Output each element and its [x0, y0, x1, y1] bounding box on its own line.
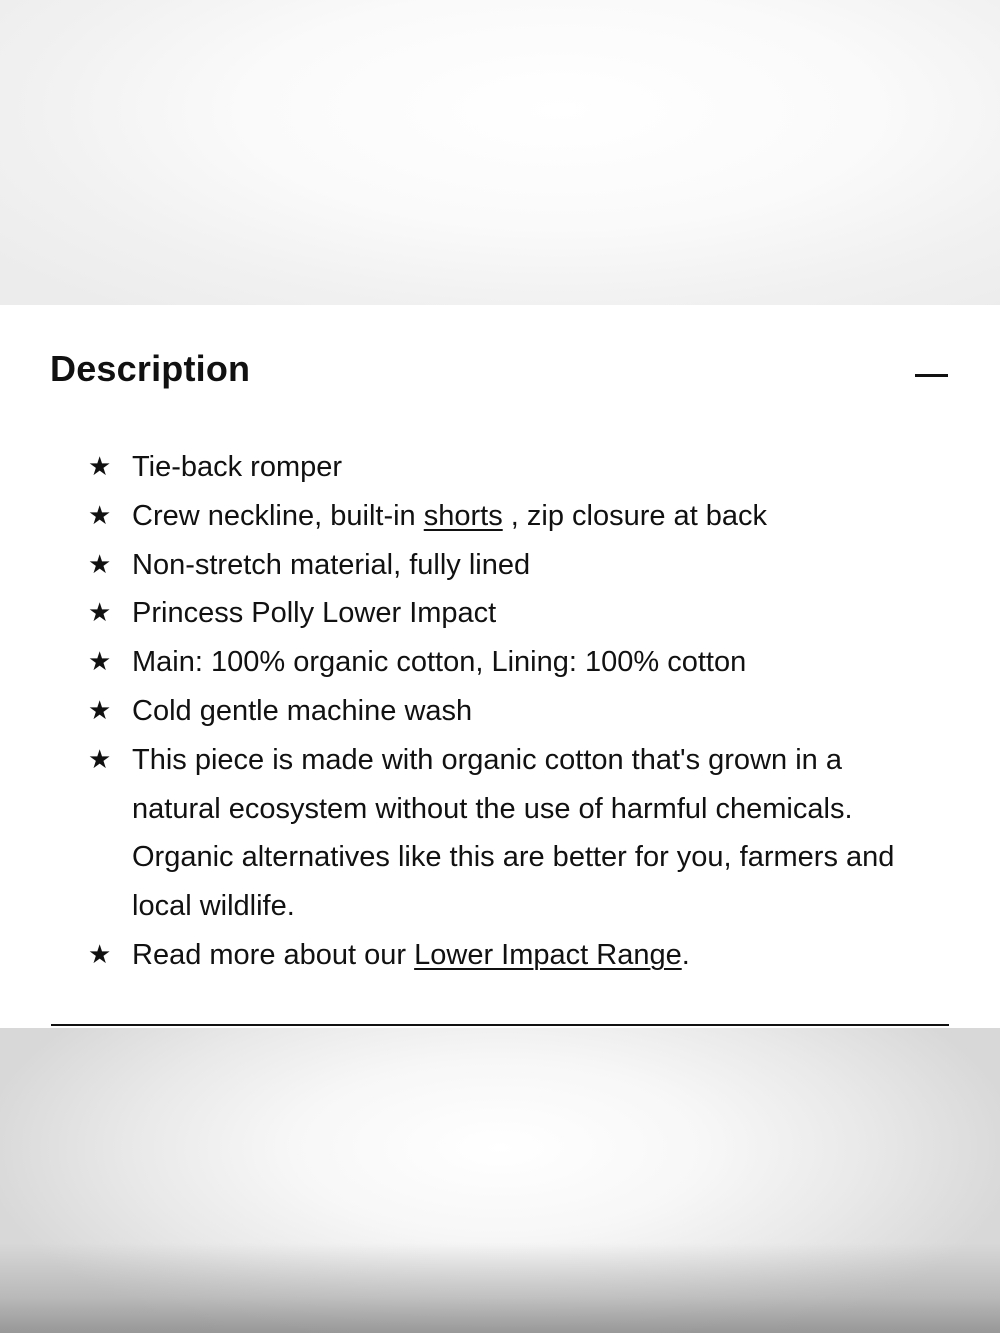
list-item [88, 638, 908, 687]
bullet-text: This piece is made with organic cotton that's grown in a natural ecosystem without the use of harmful chemicals. Organic alternatives like this are better for you, farmers and local wildlife. [132, 743, 895, 923]
bullet-text: , zip closure at back [502, 499, 768, 532]
lower-impact-range-link[interactable]: Lower Impact Range [414, 938, 682, 971]
star-icon: ★ [88, 939, 112, 970]
list-item [88, 589, 908, 638]
list-item [88, 492, 908, 541]
list-item [88, 443, 908, 492]
star-icon: ★ [88, 452, 112, 482]
description-list [88, 443, 908, 980]
bullet-text: . [681, 938, 690, 971]
list-item [88, 687, 908, 736]
list-item [88, 736, 908, 931]
star-icon: ★ [88, 647, 112, 678]
bullet-text: Main: 100% organic cotton, Lining: 100% cotton [132, 646, 747, 679]
collapse-button[interactable] [910, 355, 954, 395]
star-icon: ★ [88, 549, 112, 580]
star-icon: ★ [88, 695, 112, 726]
section-title: Description [50, 348, 251, 389]
shorts-link[interactable]: shorts [423, 499, 503, 532]
bullet-text: Cold gentle machine wash [132, 694, 473, 727]
star-icon: ★ [88, 500, 112, 531]
bullet-text: Non-stretch material, fully lined [132, 548, 531, 581]
description-panel [0, 305, 1000, 1028]
bullet-text: Read more about our [132, 938, 415, 971]
star-icon: ★ [88, 744, 112, 775]
bullet-text: Crew neckline, built-in [132, 499, 424, 532]
bullet-text: Tie-back romper [132, 451, 343, 483]
list-item [88, 931, 908, 980]
product-image-top [0, 0, 1000, 305]
bullet-text: Princess Polly Lower Impact [132, 597, 497, 630]
product-image-bottom [0, 1028, 1000, 1333]
divider [51, 1024, 949, 1026]
star-icon: ★ [88, 598, 112, 629]
minus-icon [915, 374, 948, 377]
list-item [88, 541, 908, 590]
